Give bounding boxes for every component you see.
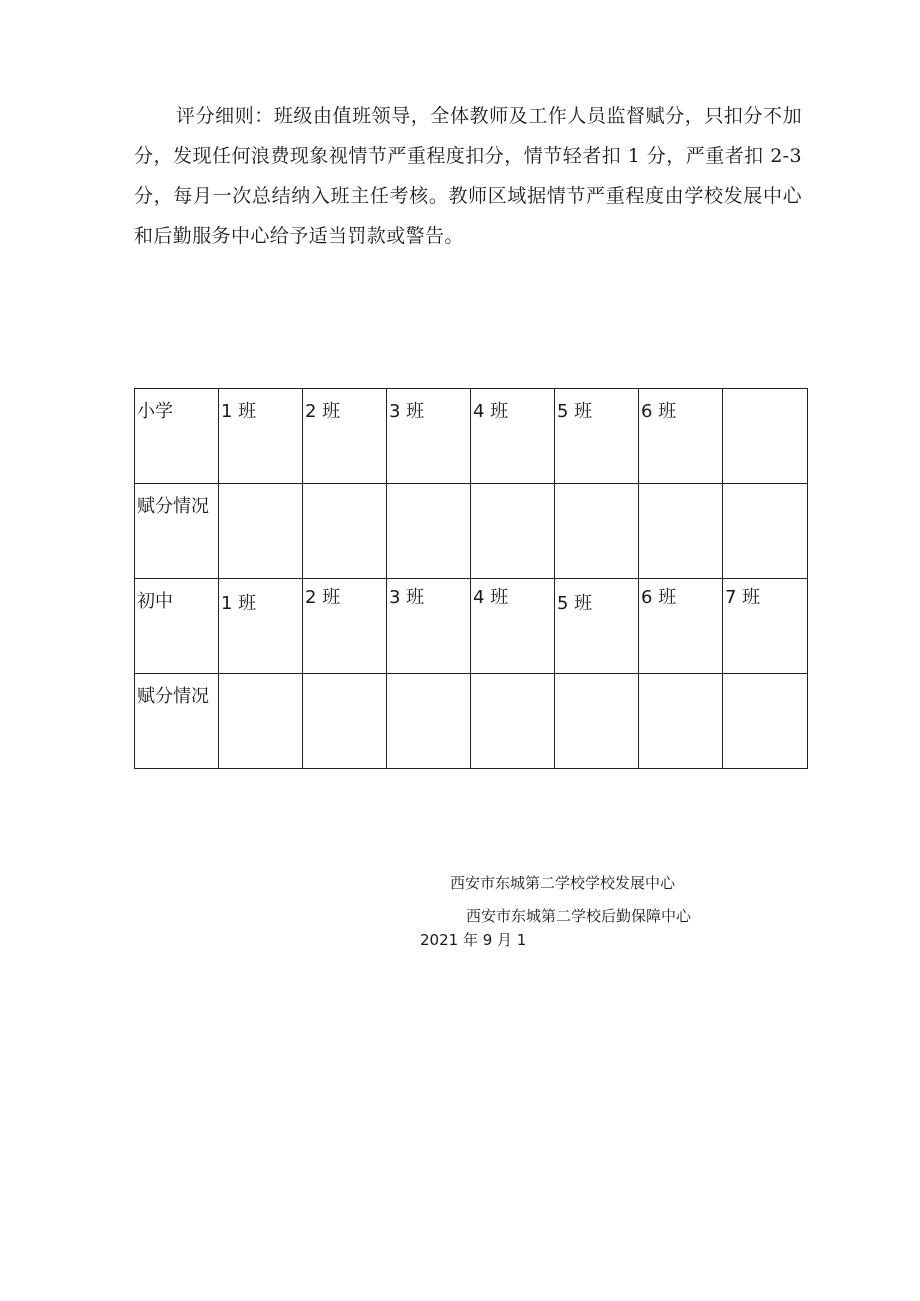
class-cell: 5 班 — [555, 579, 639, 674]
row-label-score: 赋分情况 — [135, 484, 219, 579]
score-cell — [555, 674, 639, 769]
scoring-table — [134, 388, 808, 769]
score-cell — [303, 674, 387, 769]
class-cell — [723, 389, 808, 484]
score-cell — [219, 674, 303, 769]
table-row-junior — [135, 579, 808, 674]
table-row-primary — [135, 389, 808, 484]
row-label-junior: 初中 — [135, 579, 219, 674]
score-cell — [471, 674, 555, 769]
score-cell — [639, 674, 723, 769]
class-cell: 2 班 — [303, 389, 387, 484]
score-cell — [723, 674, 808, 769]
class-cell: 2 班 — [303, 579, 387, 674]
class-cell: 6 班 — [639, 389, 723, 484]
score-cell — [219, 484, 303, 579]
signature-date: 2021 年 9 月 1 — [420, 931, 527, 949]
class-cell: 1 班 — [219, 389, 303, 484]
signature-development-center: 西安市东城第二学校学校发展中心 — [450, 874, 676, 892]
scoring-rules-paragraph: 评分细则：班级由值班领导，全体教师及工作人员监督赋分，只扣分不加分，发现任何浪费现象视情节严重程度扣分，情节轻者扣 1 分，严重者扣 2-3 分，每月一次总结纳入班主任考核。教师区域据情节严重程度由学校发展中心和后勤服务中心给予适当罚款或警告。 — [134, 105, 802, 247]
class-cell: 4 班 — [471, 389, 555, 484]
score-cell — [303, 484, 387, 579]
signature-logistics-center: 西安市东城第二学校后勤保障中心 — [466, 907, 692, 925]
table-row-junior-score — [135, 674, 808, 769]
class-cell: 4 班 — [471, 579, 555, 674]
score-cell — [555, 484, 639, 579]
table-row-primary-score — [135, 484, 808, 579]
score-cell — [639, 484, 723, 579]
class-cell: 3 班 — [387, 579, 471, 674]
score-cell — [387, 484, 471, 579]
class-cell: 6 班 — [639, 579, 723, 674]
class-cell: 1 班 — [219, 579, 303, 674]
score-cell — [723, 484, 808, 579]
class-cell: 7 班 — [723, 579, 808, 674]
score-cell — [387, 674, 471, 769]
row-label-primary: 小学 — [135, 389, 219, 484]
class-cell: 5 班 — [555, 389, 639, 484]
score-cell — [471, 484, 555, 579]
class-cell: 3 班 — [387, 389, 471, 484]
row-label-score: 赋分情况 — [135, 674, 219, 769]
